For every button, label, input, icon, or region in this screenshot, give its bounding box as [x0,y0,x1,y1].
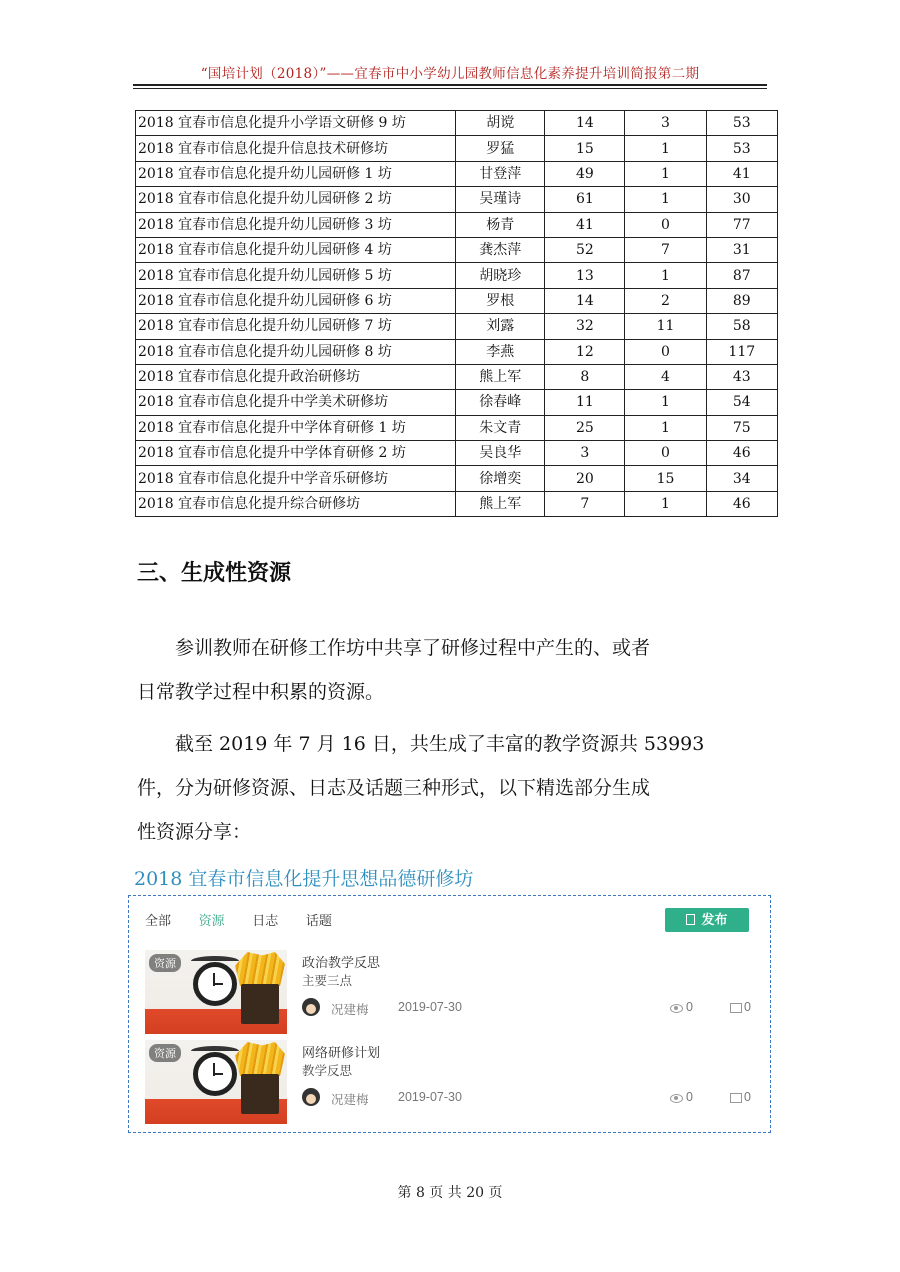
table-cell: 1 [625,136,706,161]
table-row [136,187,778,212]
table-cell: 12 [545,339,625,364]
table-cell: 0 [625,212,706,237]
resource-title[interactable]: 网络研修计划 [302,1045,381,1060]
table-cell: 2018 宜春市信息化提升幼儿园研修 6 坊 [136,288,456,313]
table-cell: 1 [625,187,706,212]
table-cell: 11 [625,314,706,339]
running-header: “国培计划（2018）”——宜春市中小学幼儿园教师信息化素养提升培训简报第二期 [200,66,700,82]
table-cell: 30 [706,187,777,212]
resource-item[interactable] [145,1040,751,1124]
table-row [136,111,778,136]
table-cell: 52 [545,237,625,262]
table-cell: 43 [706,364,777,389]
table-cell: 46 [706,491,777,516]
table-row [136,136,778,161]
table-cell: 1 [625,161,706,186]
resource-item[interactable] [145,950,751,1034]
table-cell: 20 [545,466,625,491]
table-cell: 32 [545,314,625,339]
table-cell: 3 [545,441,625,466]
pencils-icon [235,1042,285,1076]
table-row [136,364,778,389]
eye-icon [670,1094,683,1103]
resource-subtitle: 主要三点 [302,974,353,988]
author-name[interactable]: 况建梅 [331,1003,369,1017]
resource-badge: 资源 [149,954,181,972]
table-cell: 2018 宜春市信息化提升幼儿园研修 4 坊 [136,237,456,262]
alarm-clock-icon [193,962,237,1006]
table-cell: 2018 宜春市信息化提升信息技术研修坊 [136,136,456,161]
resource-subtitle: 教学反思 [302,1064,353,1078]
table-row [136,415,778,440]
table-cell: 杨青 [456,212,545,237]
table-cell: 2018 宜春市信息化提升小学语文研修 9 坊 [136,111,456,136]
table-cell: 1 [625,491,706,516]
avatar[interactable] [302,1088,320,1106]
tab-all[interactable]: 全部 [145,913,172,928]
table-cell: 0 [625,441,706,466]
table-cell: 14 [545,288,625,313]
table-cell: 胡晓珍 [456,263,545,288]
table-row [136,491,778,516]
tab-logs[interactable]: 日志 [252,913,279,928]
avatar[interactable] [302,998,320,1016]
table-row [136,212,778,237]
document-icon [686,914,695,925]
resource-panel-screenshot [128,895,771,1133]
table-cell: 31 [706,237,777,262]
table-cell: 熊上军 [456,364,545,389]
table-cell: 53 [706,111,777,136]
table-row [136,288,778,313]
table-cell: 58 [706,314,777,339]
pencil-cup-icon [241,1074,279,1114]
table-cell: 吴良华 [456,441,545,466]
table-row [136,390,778,415]
section-title: 三、生成性资源 [137,561,292,586]
author-name[interactable]: 况建梅 [331,1093,369,1107]
table-cell: 2018 宜春市信息化提升幼儿园研修 8 坊 [136,339,456,364]
table-cell: 15 [545,136,625,161]
eye-icon [670,1004,683,1013]
header-rule [133,84,767,86]
table-row [136,161,778,186]
table-cell: 1 [625,415,706,440]
view-count: 0 [686,1000,693,1014]
table-cell: 25 [545,415,625,440]
table-row [136,466,778,491]
table-cell: 2018 宜春市信息化提升中学体育研修 2 坊 [136,441,456,466]
table-cell: 2018 宜春市信息化提升幼儿园研修 1 坊 [136,161,456,186]
alarm-clock-icon [193,1052,237,1096]
resource-badge: 资源 [149,1044,181,1062]
alarm-clock-thumbnail[interactable] [145,950,287,1034]
paragraph-2-line-1: 截至 2019 年 7 月 16 日，共生成了丰富的教学资源共 53993 [175,733,705,755]
table-cell: 2018 宜春市信息化提升幼儿园研修 2 坊 [136,187,456,212]
table-cell: 11 [545,390,625,415]
publish-button[interactable] [665,908,749,932]
table-cell: 罗根 [456,288,545,313]
tab-resources[interactable]: 资源 [198,913,225,928]
paragraph-1-line-1: 参训教师在研修工作坊中共享了研修过程中产生的、或者 [175,637,651,659]
resource-title[interactable]: 政治教学反思 [302,955,381,970]
table-cell: 77 [706,212,777,237]
table-cell: 41 [706,161,777,186]
table-cell: 75 [706,415,777,440]
table-cell: 7 [625,237,706,262]
table-cell: 46 [706,441,777,466]
table-cell: 117 [706,339,777,364]
comment-count: 0 [744,1090,751,1104]
table-cell: 2018 宜春市信息化提升中学音乐研修坊 [136,466,456,491]
table-cell: 吴瑾诗 [456,187,545,212]
table-cell: 13 [545,263,625,288]
post-date: 2019-07-30 [398,1090,462,1104]
page-footer: 第 8 页 共 20 页 [397,1185,503,1201]
table-cell: 2018 宜春市信息化提升中学美术研修坊 [136,390,456,415]
table-cell: 49 [545,161,625,186]
table-cell: 87 [706,263,777,288]
table-cell: 甘登萍 [456,161,545,186]
table-cell: 徐增奕 [456,466,545,491]
table-row [136,314,778,339]
table-cell: 54 [706,390,777,415]
table-cell: 34 [706,466,777,491]
post-date: 2019-07-30 [398,1000,462,1014]
table-cell: 龚杰萍 [456,237,545,262]
table-cell: 胡谠 [456,111,545,136]
header-rule-thin [133,88,767,89]
comment-icon [730,1003,742,1013]
view-count: 0 [686,1090,693,1104]
table-cell: 罗猛 [456,136,545,161]
table-cell: 7 [545,491,625,516]
table-cell: 李燕 [456,339,545,364]
table-cell: 41 [545,212,625,237]
table-cell: 15 [625,466,706,491]
table-cell: 4 [625,364,706,389]
table-cell: 2018 宜春市信息化提升综合研修坊 [136,491,456,516]
alarm-clock-thumbnail[interactable] [145,1040,287,1124]
table-cell: 徐春峰 [456,390,545,415]
table-cell: 1 [625,390,706,415]
paragraph-2-line-2: 件，分为研修资源、日志及话题三种形式，以下精选部分生成 [137,777,651,799]
pencil-cup-icon [241,984,279,1024]
table-row [136,339,778,364]
table-cell: 0 [625,339,706,364]
table-cell: 2018 宜春市信息化提升政治研修坊 [136,364,456,389]
table-cell: 2018 宜春市信息化提升幼儿园研修 7 坊 [136,314,456,339]
table-cell: 53 [706,136,777,161]
paragraph-2-line-3: 性资源分享： [137,821,252,843]
table-cell: 2018 宜春市信息化提升幼儿园研修 3 坊 [136,212,456,237]
table-row [136,237,778,262]
table-cell: 朱文青 [456,415,545,440]
table-cell: 2 [625,288,706,313]
table-cell: 2018 宜春市信息化提升中学体育研修 1 坊 [136,415,456,440]
table-row [136,263,778,288]
table-cell: 89 [706,288,777,313]
comment-icon [730,1093,742,1103]
publish-label: 发布 [701,912,728,927]
table-cell: 3 [625,111,706,136]
pencils-icon [235,952,285,986]
resource-tabs [145,910,356,929]
table-cell: 61 [545,187,625,212]
comment-count: 0 [744,1000,751,1014]
workshop-stats-table [135,110,778,517]
table-cell: 2018 宜春市信息化提升幼儿园研修 5 坊 [136,263,456,288]
table-cell: 8 [545,364,625,389]
table-cell: 刘露 [456,314,545,339]
table-row [136,441,778,466]
paragraph-1-line-2: 日常教学过程中积累的资源。 [137,681,385,703]
table-cell: 1 [625,263,706,288]
table-cell: 14 [545,111,625,136]
figure-caption: 2018 宜春市信息化提升思想品德研修坊 [134,868,474,890]
tab-topics[interactable]: 话题 [305,913,332,928]
table-cell: 熊上军 [456,491,545,516]
